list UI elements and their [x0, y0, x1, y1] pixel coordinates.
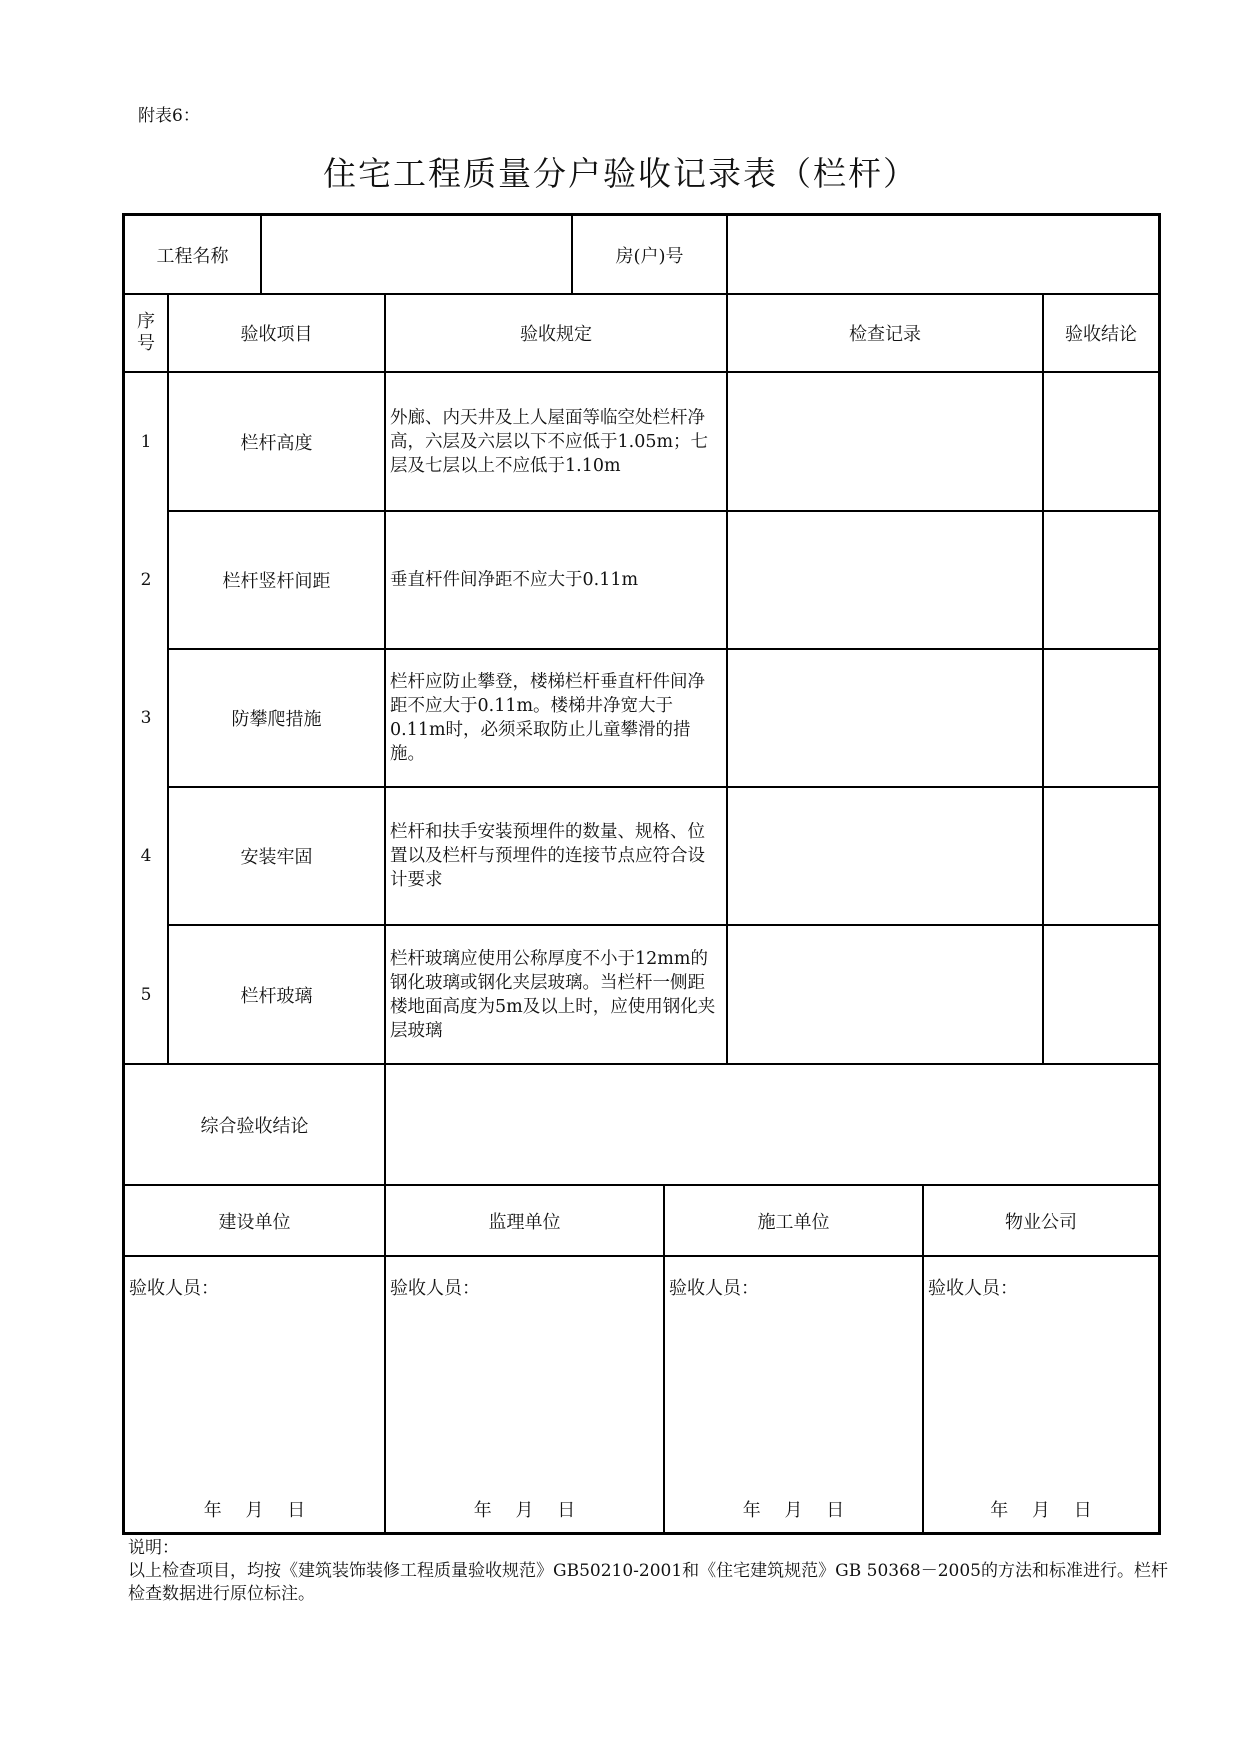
- inspection-record-field[interactable]: [728, 926, 1042, 1063]
- inspection-form-table: [122, 213, 1161, 1535]
- inspection-conclusion-field[interactable]: [1044, 650, 1158, 786]
- inspection-item: 安装牢固: [240, 847, 313, 868]
- summary-conclusion-field[interactable]: [386, 1065, 1158, 1184]
- signature-area[interactable]: [665, 1306, 922, 1486]
- unit-name-contractor: 施工单位: [757, 1211, 830, 1233]
- sign-date: 年 月 日: [742, 1500, 845, 1521]
- inspection-standard: 外廊、内天井及上人屋面等临空处栏杆净高，六层及六层以下不应低于1.05m；七层及七层以上不应低于1.10m: [390, 407, 709, 476]
- appendix-label: 附表6：: [138, 106, 200, 126]
- column-header-seq-line2: 号: [137, 333, 155, 354]
- inspection-standard: 垂直杆件间净距不应大于0.11m: [390, 570, 639, 590]
- inspection-conclusion-field[interactable]: [1044, 512, 1158, 648]
- inspection-item: 栏杆玻璃: [240, 985, 313, 1007]
- row-number: 5: [140, 984, 152, 1005]
- inspection-item: 栏杆竖杆间距: [222, 571, 331, 592]
- inspector-label: 验收人员：: [669, 1278, 759, 1299]
- unit-name-construction: 建设单位: [218, 1211, 291, 1233]
- column-header-standard: 验收规定: [520, 324, 592, 345]
- sign-date: 年 月 日: [203, 1500, 306, 1521]
- row-number: 3: [140, 708, 152, 728]
- inspection-conclusion-field[interactable]: [1044, 926, 1158, 1063]
- inspection-conclusion-field[interactable]: [1044, 788, 1158, 924]
- inspection-item: 栏杆高度: [240, 432, 313, 454]
- column-header-item: 验收项目: [240, 324, 313, 345]
- unit-name-supervision: 监理单位: [488, 1211, 561, 1233]
- page-title: 住宅工程质量分户验收记录表（栏杆）: [323, 154, 918, 193]
- signature-area[interactable]: [924, 1306, 1158, 1486]
- column-header-conclusion: 验收结论: [1065, 324, 1137, 345]
- sign-date: 年 月 日: [990, 1500, 1092, 1521]
- row-number: 4: [140, 846, 152, 866]
- inspector-label: 验收人员：: [129, 1278, 219, 1299]
- inspection-standard: 栏杆应防止攀登，楼梯栏杆垂直杆件间净距不应大于0.11m。楼梯井净宽大于0.11m时，必须采取防止儿童攀滑的措施。: [390, 672, 705, 764]
- unit-name-property: 物业公司: [1005, 1211, 1077, 1233]
- signature-area[interactable]: [125, 1306, 384, 1486]
- room-number-field[interactable]: [728, 216, 1158, 293]
- notes-heading: 说明：: [128, 1538, 179, 1558]
- column-header-record: 检查记录: [849, 324, 921, 345]
- row-number: 1: [140, 431, 152, 452]
- notes: [128, 1537, 1168, 1606]
- inspection-conclusion-field[interactable]: [1044, 373, 1158, 510]
- inspection-record-field[interactable]: [728, 512, 1042, 648]
- row-number: 2: [140, 570, 152, 590]
- signature-area[interactable]: [386, 1306, 663, 1486]
- column-header-seq-line1: 序: [137, 311, 155, 332]
- notes-body: 以上检查项目，均按《建筑装饰装修工程质量验收规范》GB50210-2001和《住宅建筑规范》GB 50368－2005的方法和标准进行。栏杆检查数据进行原位标注。: [128, 1561, 1168, 1604]
- inspection-record-field[interactable]: [728, 650, 1042, 786]
- inspector-label: 验收人员：: [928, 1278, 1018, 1299]
- sign-date: 年 月 日: [473, 1500, 576, 1521]
- room-number-label: 房(户)号: [615, 245, 684, 267]
- column-header-seq: [125, 295, 167, 371]
- inspection-standard: 栏杆和扶手安装预埋件的数量、规格、位置以及栏杆与预埋件的连接节点应符合设计要求: [390, 822, 705, 890]
- inspection-record-field[interactable]: [728, 373, 1042, 510]
- project-name-field[interactable]: [262, 216, 571, 293]
- inspection-standard: 栏杆玻璃应使用公称厚度不小于12mm的钢化玻璃或钢化夹层玻璃。当栏杆一侧距楼地面高度为5m及以上时，应使用钢化夹层玻璃: [390, 948, 716, 1041]
- summary-label: 综合验收结论: [200, 1115, 309, 1137]
- inspection-record-field[interactable]: [728, 788, 1042, 924]
- divider: [125, 1255, 1158, 1257]
- inspector-label: 验收人员：: [390, 1278, 480, 1299]
- inspection-item: 防攀爬措施: [231, 709, 322, 730]
- project-name-label: 工程名称: [156, 245, 229, 267]
